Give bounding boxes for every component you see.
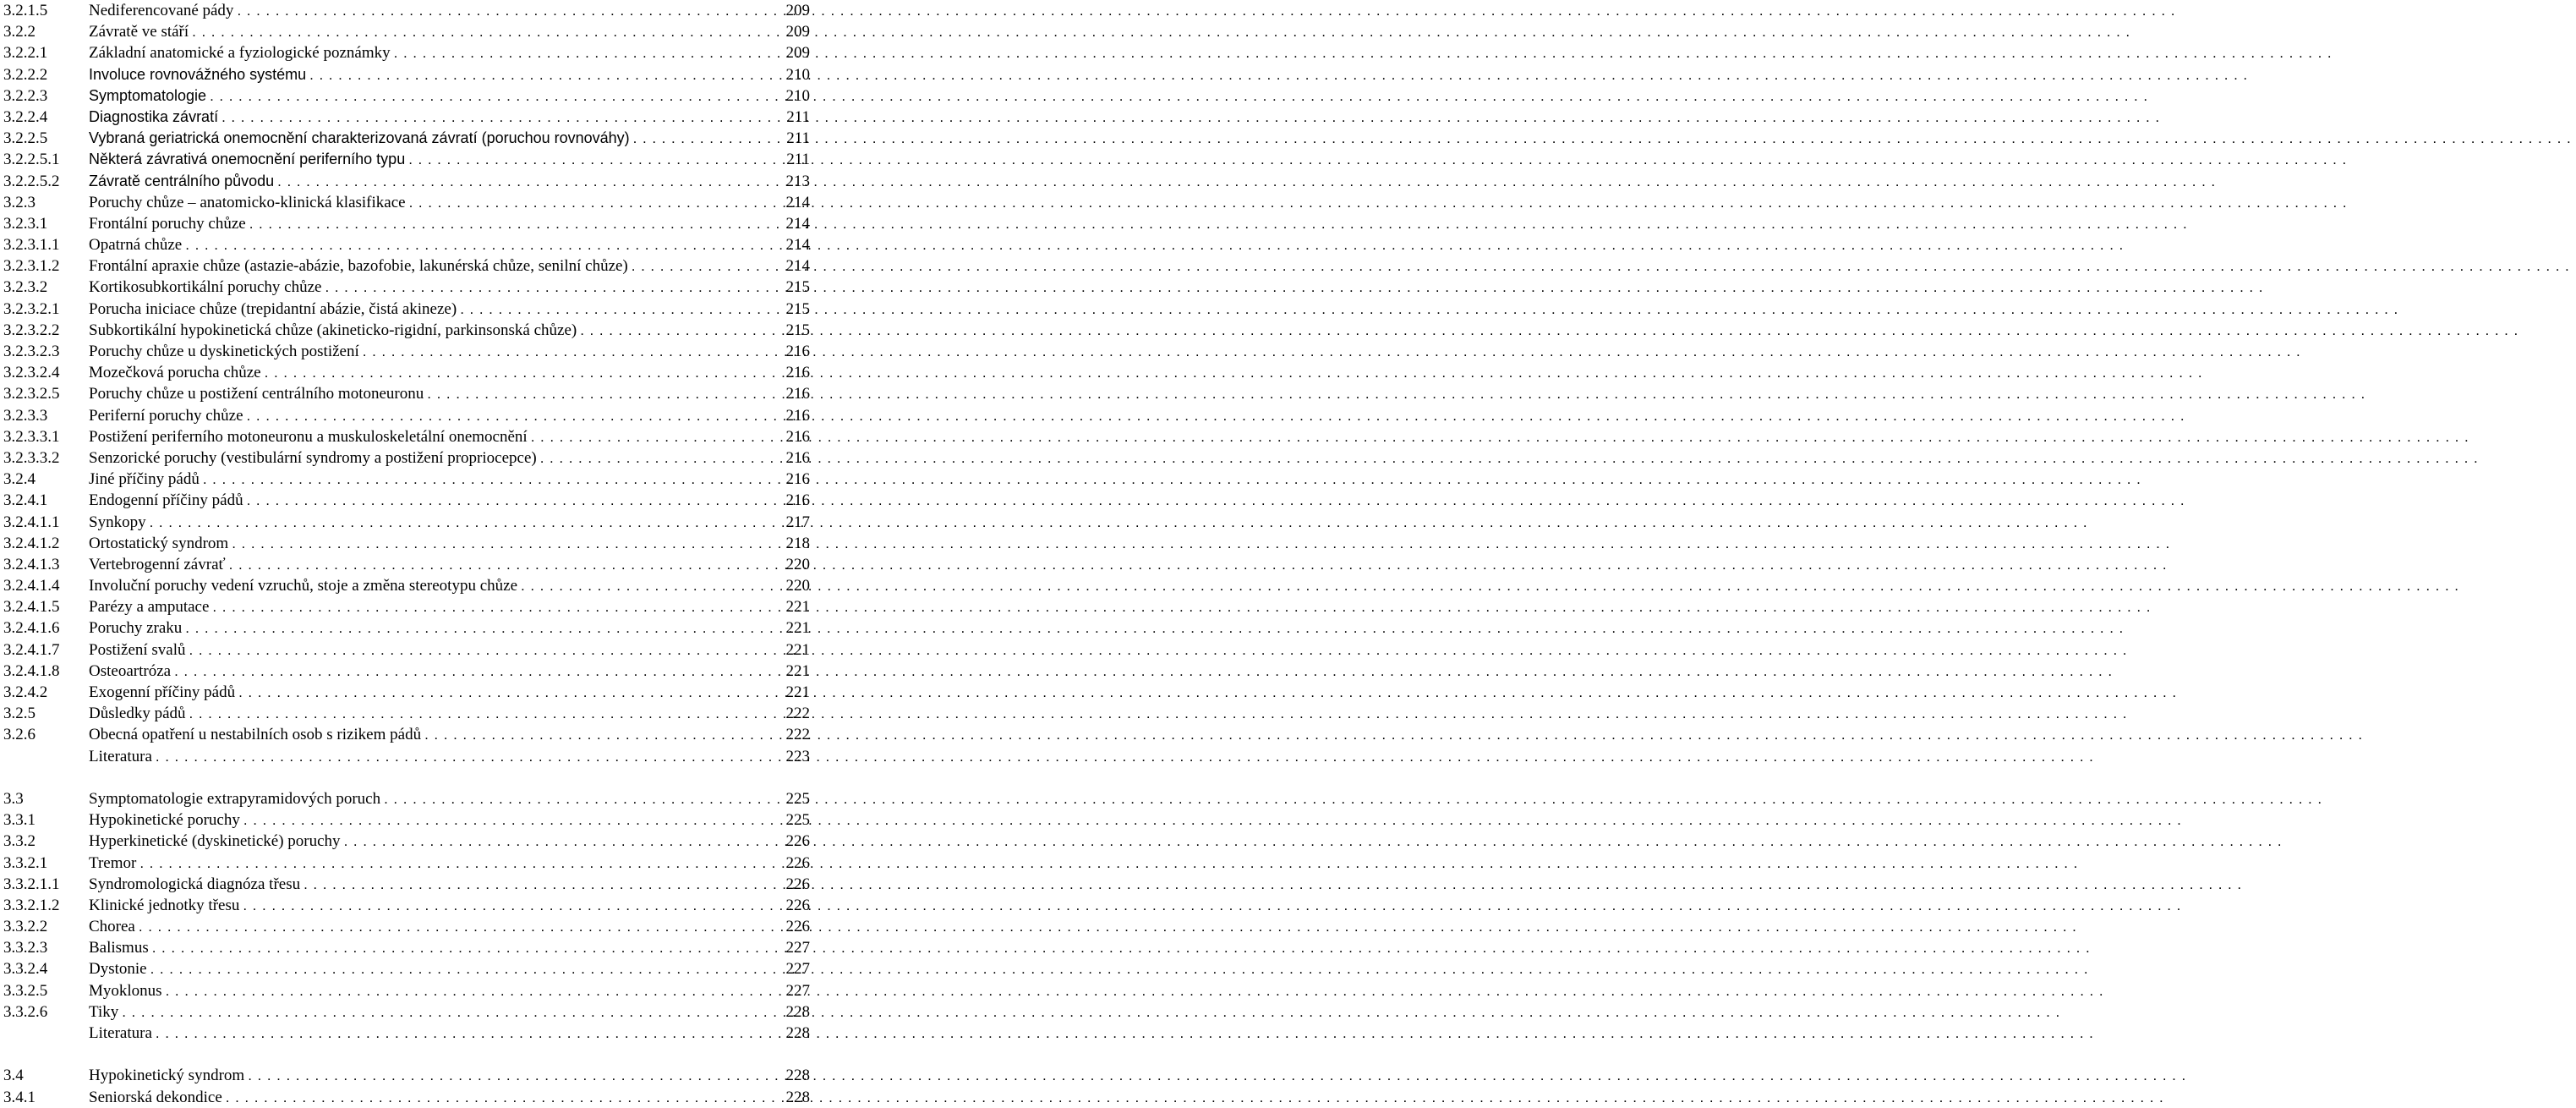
toc-entry[interactable] (3, 362, 810, 383)
toc-entry-title[interactable]: Klinické jednotky třesu (89, 896, 240, 914)
toc-entry-number: 3.3.1 (3, 811, 36, 830)
toc-entry-number: 3.2.4.1.4 (3, 577, 60, 595)
toc-entry[interactable] (3, 703, 810, 724)
toc-entry-page-number[interactable]: 227 (785, 981, 810, 1000)
toc-entry-title[interactable]: Porucha iniciace chůze (trepidantní abázie, čistá akineze) (89, 299, 457, 318)
dot-leader (174, 661, 779, 682)
toc-entry-title[interactable]: Hypokinetický syndrom (89, 1067, 245, 1085)
toc-entry-title[interactable]: Synkopy (89, 513, 146, 531)
toc-entry-title[interactable]: Osteoartróza (89, 661, 172, 680)
toc-entry-page-number[interactable]: 221 (785, 640, 810, 659)
toc-entry[interactable] (3, 64, 810, 85)
toc-entry-number: 3.2.3.2.3 (3, 343, 60, 360)
toc-entry-number: 3.2.4.1.5 (3, 598, 60, 617)
toc-entry-title[interactable]: Balismus (89, 939, 149, 957)
toc-entry-number: 3.4 (3, 1067, 24, 1085)
toc-entry-page-number[interactable]: 215 (785, 299, 810, 318)
toc-entry[interactable] (3, 596, 810, 617)
toc-entry-title[interactable]: Důsledky pádů (89, 705, 186, 723)
toc-entry[interactable] (3, 809, 810, 831)
toc-entry-page-number[interactable]: 228 (785, 1088, 810, 1106)
toc-entry-title[interactable]: Involuce rovnovážného systému (89, 65, 307, 83)
toc-entry[interactable] (3, 42, 810, 63)
toc-entry-title[interactable]: Hypokinetické poruchy (89, 811, 240, 830)
toc-entry-page-number[interactable]: 228 (785, 1067, 810, 1085)
toc-entry[interactable] (3, 682, 810, 703)
toc-entry-title[interactable]: Senzorické poruchy (vestibulární syndromy a postižení propriocepce) (89, 448, 537, 467)
toc-entry-title[interactable]: Obecná opatření u nestabilních osob s rizikem pádů (89, 726, 422, 744)
dot-leader (156, 746, 779, 767)
toc-entry-title[interactable]: Tiky (89, 1002, 119, 1021)
toc-entry[interactable] (3, 895, 810, 916)
dot-leader (540, 447, 779, 469)
toc-entry-page-number[interactable]: 211 (786, 129, 810, 148)
dot-leader (222, 107, 779, 128)
toc-entry-page-number[interactable]: 226 (785, 832, 810, 851)
toc-entry-page-number[interactable]: 228 (785, 1002, 810, 1021)
toc-entry-page-number[interactable]: 220 (785, 555, 810, 573)
toc-entry-page-number[interactable]: 227 (785, 939, 810, 957)
toc-entry-title[interactable]: Symptomatologie (89, 86, 207, 104)
toc-entry-page-number[interactable]: 209 (785, 2, 810, 19)
toc-entry-page-number[interactable]: 226 (785, 918, 810, 936)
dot-leader (237, 0, 779, 21)
toc-entry-page-number[interactable]: 209 (785, 44, 810, 63)
toc-entry[interactable] (3, 937, 810, 958)
toc-entry[interactable] (3, 916, 810, 937)
toc-entry-title[interactable]: Hyperkinetické (dyskinetické) poruchy (89, 832, 341, 851)
toc-entry[interactable] (3, 853, 810, 874)
toc-entry[interactable] (3, 0, 810, 21)
toc-entry-number: 3.2.3.1.2 (3, 257, 60, 276)
toc-entry-page-number[interactable]: 211 (786, 107, 810, 126)
dot-leader (247, 405, 779, 426)
dot-leader (424, 724, 779, 745)
toc-entry[interactable] (3, 469, 810, 490)
toc-entry-page-number[interactable]: 214 (785, 236, 810, 255)
toc-entry-title[interactable]: Některá závrativá onemocnění periferního typu (89, 151, 406, 168)
toc-entry-page-number[interactable]: 226 (785, 875, 810, 893)
dot-leader (249, 213, 779, 234)
dot-leader (226, 1087, 779, 1108)
toc-entry-number: 3.2.2.1 (3, 44, 48, 63)
toc-entry[interactable] (3, 831, 810, 852)
dot-leader (150, 958, 779, 979)
toc-entry-number: 3.4.1 (3, 1088, 36, 1106)
toc-entry[interactable] (3, 149, 810, 170)
toc-entry-page-number[interactable]: 209 (785, 23, 810, 41)
toc-entry-number: 3.2.2.2 (3, 65, 48, 84)
toc-entry-number: 3.3.2.1 (3, 853, 48, 872)
dot-leader (409, 192, 779, 213)
toc-entry-page-number[interactable]: 222 (785, 705, 810, 723)
toc-entry[interactable] (3, 1023, 810, 1044)
toc-entry-number: 3.2.3.3 (3, 406, 48, 425)
toc-entry-title[interactable]: Involuční poruchy vedení vzruchů, stoje a změna stereotypu chůze (89, 577, 518, 595)
toc-entry-page-number[interactable]: 210 (785, 86, 810, 105)
toc-entry-page-number[interactable]: 222 (785, 726, 810, 744)
toc-entry-number: 3.2.3.2.5 (3, 385, 60, 403)
toc-entry-number: 3.2.4.1.3 (3, 555, 60, 573)
dot-leader (309, 64, 779, 85)
toc-entry-title[interactable]: Endogenní příčiny pádů (89, 491, 243, 510)
toc-entry-title[interactable]: Dystonie (89, 960, 147, 979)
toc-entry-title[interactable]: Závratě centrálního původu (89, 172, 275, 189)
toc-entry-page-number[interactable]: 221 (785, 661, 810, 680)
toc-entry-title[interactable]: Myoklonus (89, 981, 162, 1000)
toc-entry-number: 3.2.6 (3, 726, 36, 744)
toc-entry-number: 3.2.4.1.7 (3, 640, 60, 659)
toc-entry-number: 3.2.3.3.1 (3, 427, 60, 446)
toc-entry-number: 3.2.3.2.2 (3, 321, 60, 339)
toc-entry-number: 3.2.4.1.8 (3, 661, 60, 680)
toc-entry[interactable] (3, 617, 810, 639)
dot-leader (243, 809, 779, 831)
toc-entry-number: 3.2.4.1.6 (3, 619, 60, 638)
toc-entry-number: 3.2.3.2 (3, 278, 48, 297)
dot-leader (531, 426, 779, 447)
toc-entry-title[interactable]: Seniorská dekondice (89, 1088, 222, 1106)
toc-entry-number: 3.2.2.3 (3, 86, 48, 105)
toc-entry-title[interactable]: Literatura (89, 747, 152, 765)
toc-entry-page-number[interactable]: 220 (785, 577, 810, 595)
toc-entry-page-number[interactable]: 214 (785, 193, 810, 211)
toc-entry-title[interactable]: Mozečková porucha chůze (89, 364, 261, 382)
toc-entry-number: 3.2.2.4 (3, 107, 48, 126)
toc-entry-number: 3.2.4.1.2 (3, 534, 60, 552)
toc-entry[interactable] (3, 661, 810, 682)
toc-entry-title[interactable]: Postižení periferního motoneuronu a muskuloskeletální onemocnění (89, 427, 528, 446)
dot-leader (580, 320, 779, 341)
toc-entry-page-number[interactable]: 225 (785, 789, 810, 808)
toc-entry-page-number[interactable]: 216 (785, 385, 810, 403)
dot-leader (265, 362, 779, 383)
toc-entry-title[interactable]: Poruchy chůze u postižení centrálního motoneuronu (89, 385, 424, 403)
toc-entry-title[interactable]: Diagnostika závratí (89, 107, 219, 125)
toc-entry-title[interactable]: Opatrná chůze (89, 236, 183, 255)
toc-entry-title[interactable]: Vertebrogenní závrať (89, 555, 226, 573)
toc-entry-number: 3.2.2.5.2 (3, 172, 60, 190)
toc-entry-page-number[interactable]: 214 (785, 257, 810, 276)
toc-entry[interactable] (3, 383, 810, 404)
dot-leader (394, 42, 779, 63)
toc-entry[interactable] (3, 341, 810, 362)
dot-leader (189, 639, 779, 661)
toc-entry-page-number[interactable]: 221 (785, 598, 810, 617)
toc-entry-page-number[interactable]: 226 (785, 853, 810, 872)
dot-leader (139, 916, 779, 937)
toc-entry-number: 3.2.4.2 (3, 683, 48, 701)
dot-leader (325, 277, 779, 298)
toc-entry[interactable] (3, 299, 810, 320)
toc-entry-number: 3.3.2 (3, 832, 36, 851)
dot-leader (460, 299, 779, 320)
toc-entry-number: 3.3.2.5 (3, 981, 48, 1000)
dot-leader (166, 980, 779, 1001)
toc-entry[interactable] (3, 405, 810, 426)
toc-entry-title[interactable]: Nediferencované pády (89, 2, 234, 19)
toc-entry[interactable] (3, 171, 810, 192)
toc-entry[interactable] (3, 192, 810, 213)
toc-entry-title[interactable]: Frontální poruchy chůze (89, 214, 246, 233)
toc-entry-page-number[interactable]: 216 (785, 343, 810, 360)
toc-entry[interactable] (3, 874, 810, 895)
dot-leader (185, 617, 779, 639)
toc-entry-page-number[interactable]: 221 (785, 683, 810, 701)
dot-leader (192, 21, 779, 42)
dot-leader (210, 85, 779, 107)
dot-leader (632, 255, 779, 277)
toc-entry[interactable] (3, 447, 810, 469)
toc-entry-number: 3.2.3.3.2 (3, 448, 60, 467)
toc-entry-title[interactable]: Poruchy chůze – anatomicko-klinická klasifikace (89, 193, 406, 211)
toc-entry-page-number[interactable]: 227 (785, 960, 810, 979)
toc-entry[interactable] (3, 512, 810, 533)
toc-entry-title[interactable]: Postižení svalů (89, 640, 186, 659)
toc-entry-title[interactable]: Ortostatický syndrom (89, 534, 229, 552)
toc-entry-page-number[interactable]: 215 (785, 278, 810, 297)
dot-leader (238, 682, 779, 703)
toc-entry[interactable] (3, 213, 810, 234)
toc-entry-page-number[interactable]: 217 (785, 513, 810, 531)
toc-entry[interactable] (3, 746, 810, 767)
toc-entry-page-number[interactable]: 216 (785, 427, 810, 446)
toc-entry-title[interactable]: Parézy a amputace (89, 598, 210, 617)
table-of-contents (3, 0, 810, 1108)
dot-leader (189, 703, 779, 724)
dot-leader (152, 937, 779, 958)
toc-entry[interactable] (3, 107, 810, 128)
toc-entry-page-number[interactable]: 210 (785, 65, 810, 84)
toc-entry-title[interactable]: Tremor (89, 853, 137, 872)
toc-entry-number: 3.3.2.6 (3, 1002, 48, 1021)
toc-entry[interactable] (3, 639, 810, 661)
toc-entry-number: 3.2.3.2.1 (3, 299, 60, 318)
toc-entry-number: 3.3 (3, 789, 24, 808)
dot-leader (384, 788, 779, 809)
toc-entry-number: 3.2.3.1.1 (3, 236, 60, 255)
dot-leader (521, 575, 779, 596)
toc-entry-title[interactable]: Poruchy zraku (89, 619, 183, 638)
dot-leader (156, 1023, 779, 1044)
toc-entry-number: 3.3.2.3 (3, 939, 48, 957)
dot-leader (243, 895, 779, 916)
toc-entry-title[interactable]: Literatura (89, 1024, 152, 1042)
toc-entry-title[interactable]: Vybraná geriatrická onemocnění charakterizovaná závratí (poruchou rovnováhy) (89, 129, 630, 147)
toc-entry[interactable] (3, 128, 810, 149)
toc-entry-title[interactable]: Symptomatologie extrapyramidových poruch (89, 789, 381, 808)
toc-entry[interactable] (3, 21, 810, 42)
dot-leader (344, 831, 779, 852)
dot-leader (363, 341, 779, 362)
toc-entry-title[interactable]: Chorea (89, 918, 135, 936)
toc-entry[interactable] (3, 575, 810, 596)
toc-entry-number: 3.2.2.5.1 (3, 151, 60, 169)
toc-entry-number: 3.2.4.1 (3, 491, 48, 510)
toc-entry[interactable] (3, 277, 810, 298)
toc-entry-number: 3.2.4.1.1 (3, 513, 60, 531)
toc-entry-number: 3.2.2.5 (3, 129, 48, 148)
toc-entry-title[interactable]: Kortikosubkortikální poruchy chůze (89, 278, 322, 297)
toc-entry[interactable] (3, 1087, 810, 1108)
dot-leader (229, 554, 779, 575)
toc-entry[interactable] (3, 490, 810, 511)
dot-leader (633, 128, 779, 149)
toc-entry-title[interactable]: Syndromologická diagnóza třesu (89, 875, 301, 893)
dot-leader (232, 533, 779, 554)
toc-entry[interactable] (3, 426, 810, 447)
dot-leader (150, 512, 779, 533)
dot-leader (212, 596, 779, 617)
toc-entry[interactable] (3, 255, 810, 277)
section-spacer (3, 767, 810, 788)
toc-entry-title[interactable]: Jiné příčiny pádů (89, 470, 200, 489)
toc-entry-page-number[interactable]: 216 (785, 364, 810, 382)
toc-entry[interactable] (3, 320, 810, 341)
toc-entry-page-number[interactable]: 226 (785, 896, 810, 914)
toc-entry-page-number[interactable]: 213 (785, 172, 810, 190)
toc-entry-page-number[interactable]: 215 (785, 321, 810, 339)
dot-leader (139, 853, 779, 874)
toc-entry-number: 3.3.2.1.2 (3, 896, 60, 914)
toc-entry-title[interactable]: Frontální apraxie chůze (astazie-abázie, bazofobie, lakunérská chůze, senilní chůze) (89, 257, 628, 276)
toc-entry-number: 3.2.2 (3, 23, 36, 41)
toc-entry-number: 3.3.2.1.1 (3, 875, 60, 893)
toc-entry[interactable] (3, 980, 810, 1001)
toc-entry-number: 3.2.1.5 (3, 2, 48, 19)
toc-entry-page-number[interactable]: 228 (785, 1024, 810, 1042)
toc-entry-page-number[interactable]: 223 (785, 747, 810, 765)
toc-entry-title[interactable]: Základní anatomické a fyziologické poznámky (89, 44, 391, 63)
toc-entry[interactable] (3, 85, 810, 107)
toc-entry-page-number[interactable]: 211 (786, 151, 810, 169)
toc-entry-number: 3.2.4 (3, 470, 36, 489)
toc-entry[interactable] (3, 788, 810, 809)
dot-leader (185, 234, 779, 255)
toc-entry[interactable] (3, 234, 810, 255)
toc-entry-title[interactable]: Periferní poruchy chůze (89, 406, 243, 425)
section-spacer (3, 1044, 810, 1065)
toc-entry-page-number[interactable]: 216 (785, 406, 810, 425)
dot-leader (248, 1065, 779, 1086)
dot-leader (277, 171, 779, 192)
toc-entry[interactable] (3, 1001, 810, 1023)
toc-entry[interactable] (3, 958, 810, 979)
toc-entry-number: 3.2.3.2.4 (3, 364, 60, 382)
toc-entry[interactable] (3, 533, 810, 554)
toc-entry-page-number[interactable]: 221 (785, 619, 810, 638)
toc-entry-number: 3.2.3 (3, 193, 36, 211)
toc-entry[interactable] (3, 1065, 810, 1086)
toc-entry-page-number[interactable]: 216 (785, 491, 810, 510)
toc-entry[interactable] (3, 724, 810, 745)
toc-entry-page-number[interactable]: 225 (785, 811, 810, 830)
toc-entry-page-number[interactable]: 218 (785, 534, 810, 552)
toc-entry-number: 3.3.2.2 (3, 918, 48, 936)
toc-entry-page-number[interactable]: 214 (785, 214, 810, 233)
toc-entry[interactable] (3, 554, 810, 575)
toc-entry-title[interactable]: Poruchy chůze u dyskinetických postižení (89, 343, 359, 360)
toc-entry-page-number[interactable]: 216 (785, 448, 810, 467)
dot-leader (203, 469, 779, 490)
toc-entry-number: 3.2.5 (3, 705, 36, 723)
toc-entry-title[interactable]: Subkortikální hypokinetická chůze (akineticko-rigidní, parkinsonská chůze) (89, 321, 577, 339)
dot-leader (122, 1001, 779, 1023)
toc-entry-title[interactable]: Závratě ve stáří (89, 23, 189, 41)
toc-entry-title[interactable]: Exogenní příčiny pádů (89, 683, 236, 701)
dot-leader (408, 149, 779, 170)
toc-entry-number: 3.2.3.1 (3, 214, 48, 233)
dot-leader (304, 874, 779, 895)
toc-entry-page-number[interactable]: 216 (785, 470, 810, 489)
dot-leader (427, 383, 779, 404)
toc-entry-number: 3.3.2.4 (3, 960, 48, 979)
dot-leader (247, 490, 779, 511)
